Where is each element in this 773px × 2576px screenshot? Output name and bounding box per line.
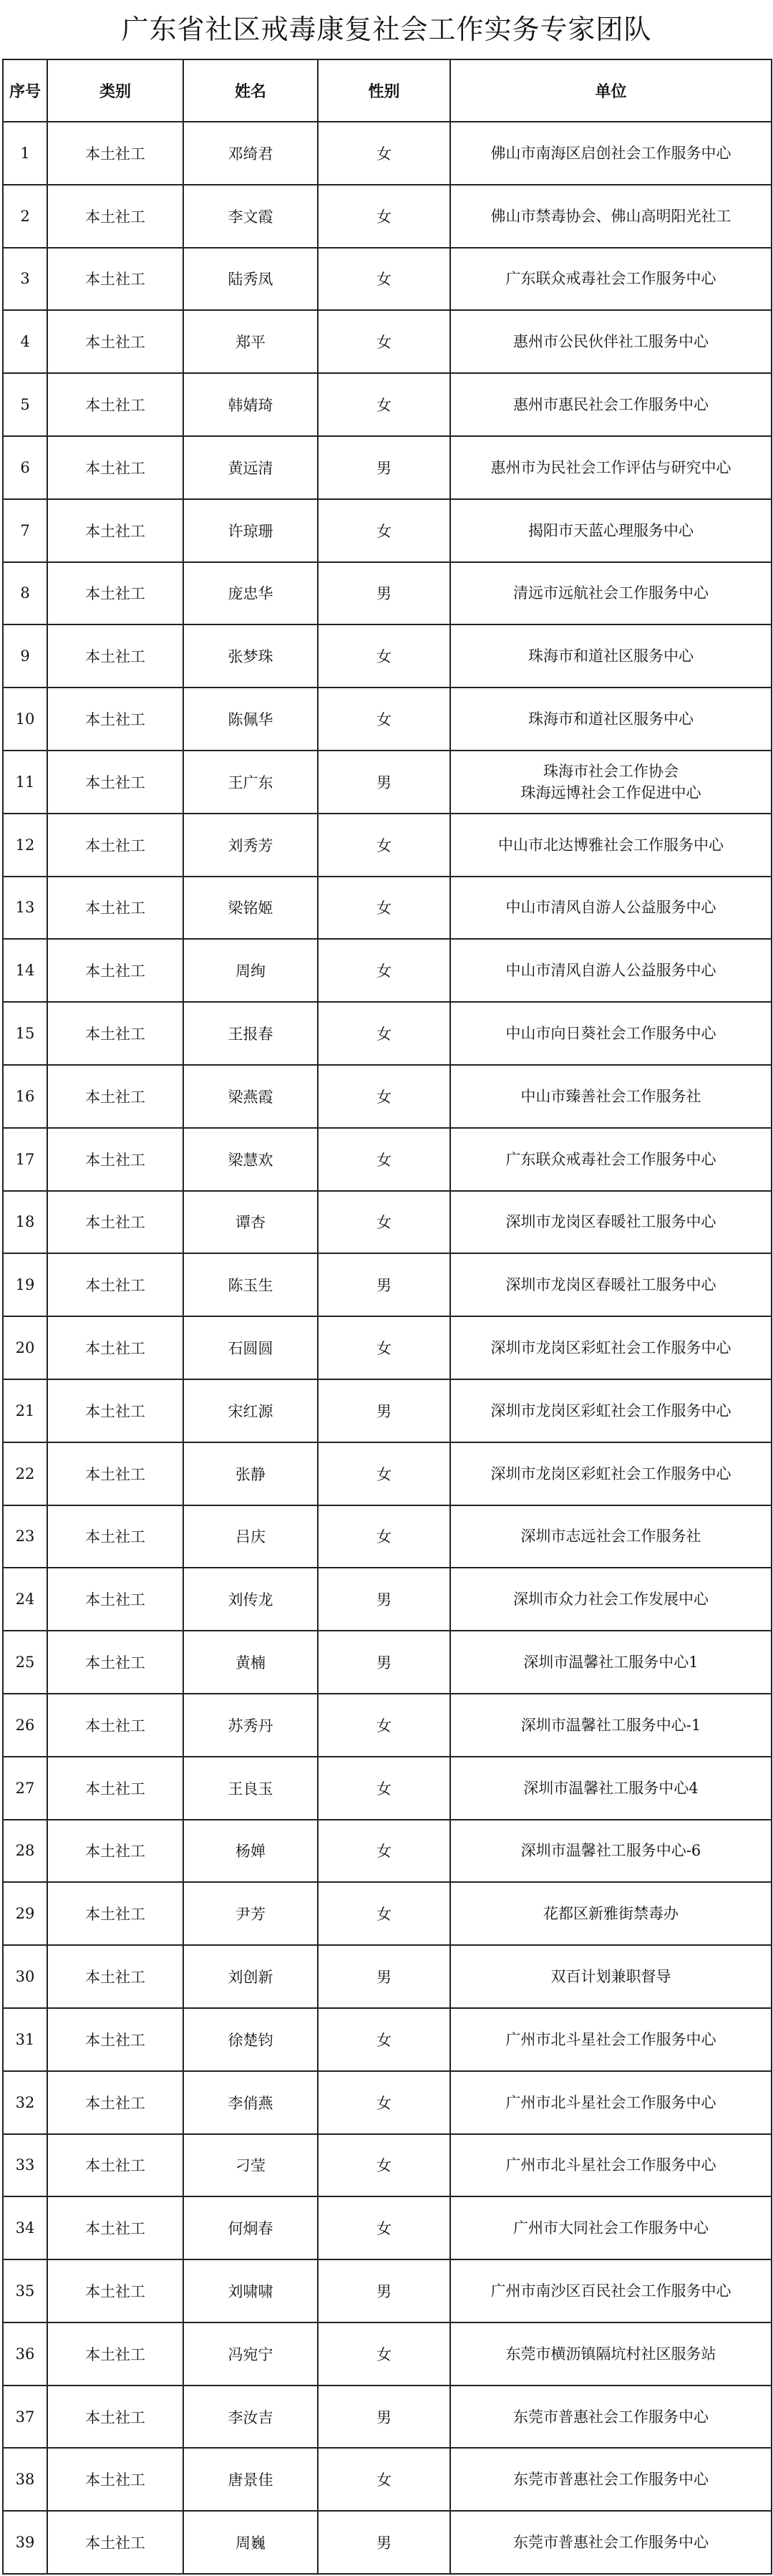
- table-row: [3, 2071, 772, 2134]
- table-row: [3, 1191, 772, 1254]
- cell-unit: [450, 1442, 772, 1505]
- cell-category: 本土社工: [47, 1316, 183, 1379]
- cell-unit: [450, 185, 772, 248]
- cell-name: 吕庆: [183, 1505, 318, 1568]
- cell-unit: [450, 1757, 772, 1820]
- cell-gender: 女: [318, 939, 450, 1002]
- cell-unit: [450, 624, 772, 688]
- table-row: [3, 1568, 772, 1631]
- cell-unit: [450, 751, 772, 814]
- table-body: [3, 122, 772, 2574]
- unit-line: 深圳市龙岗区春暖社工服务中心: [505, 1276, 716, 1294]
- cell-gender: 女: [318, 1442, 450, 1505]
- cell-unit: [450, 1128, 772, 1191]
- table-row: [3, 562, 772, 625]
- header-gender: 性别: [318, 59, 450, 122]
- cell-no: 39: [3, 2511, 47, 2574]
- cell-no: 21: [3, 1379, 47, 1442]
- cell-no: 3: [3, 248, 47, 311]
- cell-no: 35: [3, 2259, 47, 2322]
- cell-gender: 女: [318, 1128, 450, 1191]
- cell-gender: 女: [318, 1882, 450, 1945]
- cell-no: 11: [3, 751, 47, 814]
- cell-unit: [450, 373, 772, 436]
- cell-name: 李俏燕: [183, 2071, 318, 2134]
- cell-unit: [450, 2196, 772, 2259]
- cell-unit: [450, 814, 772, 877]
- cell-category: 本土社工: [47, 2386, 183, 2449]
- cell-name: 冯宛宁: [183, 2322, 318, 2386]
- cell-unit: [450, 2448, 772, 2511]
- cell-name: 徐楚钧: [183, 2008, 318, 2071]
- cell-gender: 男: [318, 2386, 450, 2449]
- table-row: [3, 1945, 772, 2008]
- cell-name: 梁铭姬: [183, 877, 318, 940]
- cell-unit: [450, 2071, 772, 2134]
- cell-category: 本土社工: [47, 1505, 183, 1568]
- page-title: 广东省社区戒毒康复社会工作实务专家团队: [121, 14, 652, 45]
- unit-line: 珠海市和道社区服务中心: [528, 647, 694, 665]
- unit-line: 深圳市温馨社工服务中心-6: [520, 1842, 701, 1860]
- cell-gender: 女: [318, 499, 450, 562]
- cell-unit: [450, 2386, 772, 2449]
- unit-line: 广州市北斗星社会工作服务中心: [505, 2030, 716, 2048]
- unit-line: 中山市向日葵社会工作服务中心: [505, 1025, 716, 1043]
- unit-line: 深圳市龙岗区彩虹社会工作服务中心: [490, 1339, 731, 1357]
- cell-gender: 男: [318, 2259, 450, 2322]
- cell-unit: [450, 1379, 772, 1442]
- cell-name: 石圆圆: [183, 1316, 318, 1379]
- cell-category: 本土社工: [47, 2322, 183, 2386]
- cell-gender: 男: [318, 1568, 450, 1631]
- table-row: [3, 1128, 772, 1191]
- unit-line: 珠海市社会工作协会: [543, 762, 679, 780]
- cell-unit: [450, 1568, 772, 1631]
- table-row: [3, 1253, 772, 1316]
- cell-no: 1: [3, 122, 47, 185]
- cell-category: 本土社工: [47, 436, 183, 499]
- cell-unit: [450, 1882, 772, 1945]
- cell-no: 27: [3, 1757, 47, 1820]
- cell-gender: 女: [318, 122, 450, 185]
- unit-line: 珠海市和道社区服务中心: [528, 710, 694, 728]
- table-row: [3, 939, 772, 1002]
- table-row: [3, 1002, 772, 1065]
- cell-name: 宋红源: [183, 1379, 318, 1442]
- table-row: [3, 122, 772, 185]
- table-row: [3, 2259, 772, 2322]
- unit-line: 广东联众戒毒社会工作服务中心: [505, 1150, 716, 1168]
- cell-unit: [450, 2511, 772, 2574]
- unit-line: 深圳市龙岗区彩虹社会工作服务中心: [490, 1465, 731, 1482]
- unit-line: 清远市远航社会工作服务中心: [513, 584, 709, 602]
- cell-no: 28: [3, 1820, 47, 1883]
- cell-no: 20: [3, 1316, 47, 1379]
- unit-line: 惠州市惠民社会工作服务中心: [513, 396, 709, 414]
- unit-line: 东莞市普惠社会工作服务中心: [513, 2534, 709, 2552]
- unit-line: 广东联众戒毒社会工作服务中心: [505, 270, 716, 288]
- cell-no: 18: [3, 1191, 47, 1254]
- cell-gender: 男: [318, 1945, 450, 2008]
- unit-line: 中山市清风自游人公益服务中心: [505, 899, 716, 917]
- cell-name: 唐景佳: [183, 2448, 318, 2511]
- table-row: [3, 2196, 772, 2259]
- cell-no: 22: [3, 1442, 47, 1505]
- cell-category: 本土社工: [47, 1568, 183, 1631]
- cell-category: 本土社工: [47, 2196, 183, 2259]
- cell-gender: 女: [318, 1191, 450, 1254]
- cell-name: 苏秀丹: [183, 1694, 318, 1757]
- cell-category: 本土社工: [47, 499, 183, 562]
- cell-unit: [450, 1505, 772, 1568]
- cell-category: 本土社工: [47, 1128, 183, 1191]
- cell-category: 本土社工: [47, 122, 183, 185]
- table-row: [3, 436, 772, 499]
- cell-name: 张静: [183, 1442, 318, 1505]
- cell-no: 15: [3, 1002, 47, 1065]
- cell-category: 本土社工: [47, 373, 183, 436]
- header-unit: 单位: [450, 59, 772, 122]
- cell-gender: 女: [318, 624, 450, 688]
- unit-line: 花都区新雅街禁毒办: [543, 1905, 679, 1923]
- cell-no: 4: [3, 310, 47, 373]
- unit-line: 深圳市众力社会工作发展中心: [513, 1591, 709, 1608]
- cell-name: 刁莹: [183, 2134, 318, 2197]
- cell-unit: [450, 2259, 772, 2322]
- table-row: [3, 1694, 772, 1757]
- cell-category: 本土社工: [47, 1253, 183, 1316]
- cell-gender: 男: [318, 1631, 450, 1694]
- cell-gender: 女: [318, 2322, 450, 2386]
- table-row: [3, 1757, 772, 1820]
- cell-category: 本土社工: [47, 310, 183, 373]
- cell-gender: 男: [318, 751, 450, 814]
- cell-name: 王良玉: [183, 1757, 318, 1820]
- cell-category: 本土社工: [47, 1945, 183, 2008]
- cell-unit: [450, 1820, 772, 1883]
- cell-category: 本土社工: [47, 248, 183, 311]
- cell-unit: [450, 1253, 772, 1316]
- unit-line: 深圳市温馨社工服务中心4: [523, 1779, 699, 1797]
- cell-unit: [450, 310, 772, 373]
- table-row: [3, 1442, 772, 1505]
- cell-category: 本土社工: [47, 2259, 183, 2322]
- cell-no: 14: [3, 939, 47, 1002]
- table-row: [3, 2448, 772, 2511]
- unit-line: 东莞市普惠社会工作服务中心: [513, 2471, 709, 2489]
- cell-name: 庞忠华: [183, 562, 318, 625]
- unit-line: 惠州市公民伙伴社工服务中心: [513, 333, 709, 351]
- cell-name: 陈佩华: [183, 688, 318, 751]
- cell-name: 何炯春: [183, 2196, 318, 2259]
- cell-gender: 女: [318, 2196, 450, 2259]
- cell-category: 本土社工: [47, 939, 183, 1002]
- cell-gender: 女: [318, 310, 450, 373]
- cell-category: 本土社工: [47, 877, 183, 940]
- cell-name: 黄远清: [183, 436, 318, 499]
- cell-name: 尹芳: [183, 1882, 318, 1945]
- cell-category: 本土社工: [47, 1882, 183, 1945]
- table-row: [3, 1505, 772, 1568]
- cell-name: 邓绮君: [183, 122, 318, 185]
- cell-category: 本土社工: [47, 751, 183, 814]
- cell-category: 本土社工: [47, 2071, 183, 2134]
- cell-gender: 女: [318, 1002, 450, 1065]
- cell-no: 29: [3, 1882, 47, 1945]
- cell-no: 33: [3, 2134, 47, 2197]
- cell-gender: 女: [318, 373, 450, 436]
- table-row: [3, 751, 772, 814]
- cell-no: 32: [3, 2071, 47, 2134]
- cell-no: 23: [3, 1505, 47, 1568]
- cell-no: 19: [3, 1253, 47, 1316]
- cell-name: 韩婧琦: [183, 373, 318, 436]
- table-row: [3, 1631, 772, 1694]
- cell-no: 31: [3, 2008, 47, 2071]
- cell-gender: 女: [318, 877, 450, 940]
- unit-line: 东莞市普惠社会工作服务中心: [513, 2408, 709, 2426]
- unit-line: 双百计划兼职督导: [550, 1968, 671, 1985]
- cell-gender: 女: [318, 2448, 450, 2511]
- cell-name: 陈玉生: [183, 1253, 318, 1316]
- cell-name: 梁燕霞: [183, 1065, 318, 1128]
- cell-no: 36: [3, 2322, 47, 2386]
- cell-category: 本土社工: [47, 2511, 183, 2574]
- cell-unit: [450, 1631, 772, 1694]
- cell-name: 许琼珊: [183, 499, 318, 562]
- cell-no: 6: [3, 436, 47, 499]
- unit-line: 深圳市温馨社工服务中心1: [523, 1654, 699, 1671]
- cell-unit: [450, 499, 772, 562]
- unit-line: 广州市北斗星社会工作服务中心: [505, 2156, 716, 2174]
- table-row: [3, 877, 772, 940]
- cell-no: 13: [3, 877, 47, 940]
- cell-no: 37: [3, 2386, 47, 2449]
- cell-name: 杨婵: [183, 1820, 318, 1883]
- unit-line: 珠海远博社会工作促进中心: [520, 783, 701, 801]
- cell-category: 本土社工: [47, 1442, 183, 1505]
- table-row: [3, 1316, 772, 1379]
- expert-table: [2, 59, 772, 2575]
- cell-name: 郑平: [183, 310, 318, 373]
- unit-line: 惠州市为民社会工作评估与研究中心: [490, 458, 731, 476]
- cell-name: 刘创新: [183, 1945, 318, 2008]
- unit-line: 广州市南沙区百民社会工作服务中心: [490, 2282, 731, 2300]
- unit-line: 深圳市龙岗区春暖社工服务中心: [505, 1213, 716, 1231]
- cell-unit: [450, 436, 772, 499]
- unit-line: 深圳市龙岗区彩虹社会工作服务中心: [490, 1402, 731, 1419]
- cell-category: 本土社工: [47, 624, 183, 688]
- cell-gender: 女: [318, 688, 450, 751]
- cell-no: 17: [3, 1128, 47, 1191]
- table-row: [3, 624, 772, 688]
- cell-gender: 女: [318, 1820, 450, 1883]
- cell-unit: [450, 248, 772, 311]
- cell-category: 本土社工: [47, 2008, 183, 2071]
- cell-gender: 女: [318, 1065, 450, 1128]
- table-row: [3, 499, 772, 562]
- cell-category: 本土社工: [47, 1379, 183, 1442]
- unit-line: 广州市大同社会工作服务中心: [513, 2219, 709, 2237]
- header-no: 序号: [3, 59, 47, 122]
- table-header-row: [3, 59, 772, 122]
- cell-unit: [450, 877, 772, 940]
- table-row: [3, 2511, 772, 2574]
- table-row: [3, 1820, 772, 1883]
- unit-line: 深圳市志远社会工作服务社: [520, 1528, 701, 1545]
- cell-category: 本土社工: [47, 185, 183, 248]
- cell-no: 26: [3, 1694, 47, 1757]
- cell-no: 12: [3, 814, 47, 877]
- table-row: [3, 310, 772, 373]
- table-row: [3, 2008, 772, 2071]
- table-row: [3, 2134, 772, 2197]
- cell-category: 本土社工: [47, 1002, 183, 1065]
- cell-name: 刘秀芳: [183, 814, 318, 877]
- unit-line: 中山市清风自游人公益服务中心: [505, 962, 716, 980]
- cell-gender: 女: [318, 248, 450, 311]
- cell-unit: [450, 2008, 772, 2071]
- cell-gender: 女: [318, 2134, 450, 2197]
- cell-no: 38: [3, 2448, 47, 2511]
- cell-category: 本土社工: [47, 1757, 183, 1820]
- cell-no: 25: [3, 1631, 47, 1694]
- table-row: [3, 814, 772, 877]
- cell-name: 王报春: [183, 1002, 318, 1065]
- unit-line: 中山市北达博雅社会工作服务中心: [498, 836, 724, 854]
- cell-unit: [450, 562, 772, 625]
- cell-gender: 男: [318, 1253, 450, 1316]
- cell-no: 7: [3, 499, 47, 562]
- cell-gender: 男: [318, 562, 450, 625]
- cell-name: 王广东: [183, 751, 318, 814]
- unit-line: 深圳市温馨社工服务中心-1: [520, 1716, 701, 1734]
- cell-gender: 女: [318, 2008, 450, 2071]
- cell-category: 本土社工: [47, 1065, 183, 1128]
- cell-unit: [450, 1945, 772, 2008]
- cell-category: 本土社工: [47, 814, 183, 877]
- cell-category: 本土社工: [47, 562, 183, 625]
- table-row: [3, 2322, 772, 2386]
- table-row: [3, 248, 772, 311]
- table-row: [3, 688, 772, 751]
- table-row: [3, 1065, 772, 1128]
- cell-category: 本土社工: [47, 2448, 183, 2511]
- cell-unit: [450, 939, 772, 1002]
- cell-name: 刘啸啸: [183, 2259, 318, 2322]
- cell-gender: 男: [318, 2511, 450, 2574]
- cell-gender: 女: [318, 1505, 450, 1568]
- cell-category: 本土社工: [47, 1191, 183, 1254]
- table-row: [3, 1882, 772, 1945]
- cell-unit: [450, 1065, 772, 1128]
- table-row: [3, 373, 772, 436]
- cell-category: 本土社工: [47, 1631, 183, 1694]
- cell-unit: [450, 1316, 772, 1379]
- cell-gender: 女: [318, 814, 450, 877]
- cell-gender: 女: [318, 1694, 450, 1757]
- cell-unit: [450, 2322, 772, 2386]
- cell-name: 张梦珠: [183, 624, 318, 688]
- cell-gender: 女: [318, 2071, 450, 2134]
- cell-gender: 男: [318, 1379, 450, 1442]
- cell-name: 黄楠: [183, 1631, 318, 1694]
- unit-line: 中山市臻善社会工作服务社: [520, 1087, 701, 1105]
- cell-gender: 女: [318, 1757, 450, 1820]
- cell-category: 本土社工: [47, 1694, 183, 1757]
- cell-no: 9: [3, 624, 47, 688]
- cell-no: 2: [3, 185, 47, 248]
- unit-line: 广州市北斗星社会工作服务中心: [505, 2093, 716, 2111]
- cell-no: 5: [3, 373, 47, 436]
- table-row: [3, 1379, 772, 1442]
- cell-name: 李汝吉: [183, 2386, 318, 2449]
- cell-unit: [450, 2134, 772, 2197]
- cell-unit: [450, 1191, 772, 1254]
- cell-gender: 女: [318, 1316, 450, 1379]
- cell-no: 10: [3, 688, 47, 751]
- cell-gender: 女: [318, 185, 450, 248]
- unit-line: 东莞市横沥镇隔坑村社区服务站: [505, 2345, 716, 2363]
- header-category: 类别: [47, 59, 183, 122]
- unit-line: 佛山市禁毒协会、佛山高明阳光社工: [490, 207, 731, 225]
- cell-no: 30: [3, 1945, 47, 2008]
- cell-gender: 男: [318, 436, 450, 499]
- cell-name: 李文霞: [183, 185, 318, 248]
- cell-unit: [450, 688, 772, 751]
- cell-no: 34: [3, 2196, 47, 2259]
- cell-name: 刘传龙: [183, 1568, 318, 1631]
- cell-unit: [450, 1002, 772, 1065]
- table-row: [3, 185, 772, 248]
- cell-category: 本土社工: [47, 2134, 183, 2197]
- cell-name: 谭杏: [183, 1191, 318, 1254]
- cell-no: 8: [3, 562, 47, 625]
- unit-line: 佛山市南海区启创社会工作服务中心: [490, 144, 731, 162]
- unit-line: 揭阳市天蓝心理服务中心: [528, 521, 694, 539]
- cell-name: 陆秀凤: [183, 248, 318, 311]
- cell-name: 梁慧欢: [183, 1128, 318, 1191]
- cell-category: 本土社工: [47, 688, 183, 751]
- cell-no: 24: [3, 1568, 47, 1631]
- cell-unit: [450, 1694, 772, 1757]
- header-name: 姓名: [183, 59, 318, 122]
- table-row: [3, 2386, 772, 2449]
- cell-name: 周绚: [183, 939, 318, 1002]
- cell-unit: [450, 122, 772, 185]
- cell-no: 16: [3, 1065, 47, 1128]
- cell-category: 本土社工: [47, 1820, 183, 1883]
- cell-name: 周巍: [183, 2511, 318, 2574]
